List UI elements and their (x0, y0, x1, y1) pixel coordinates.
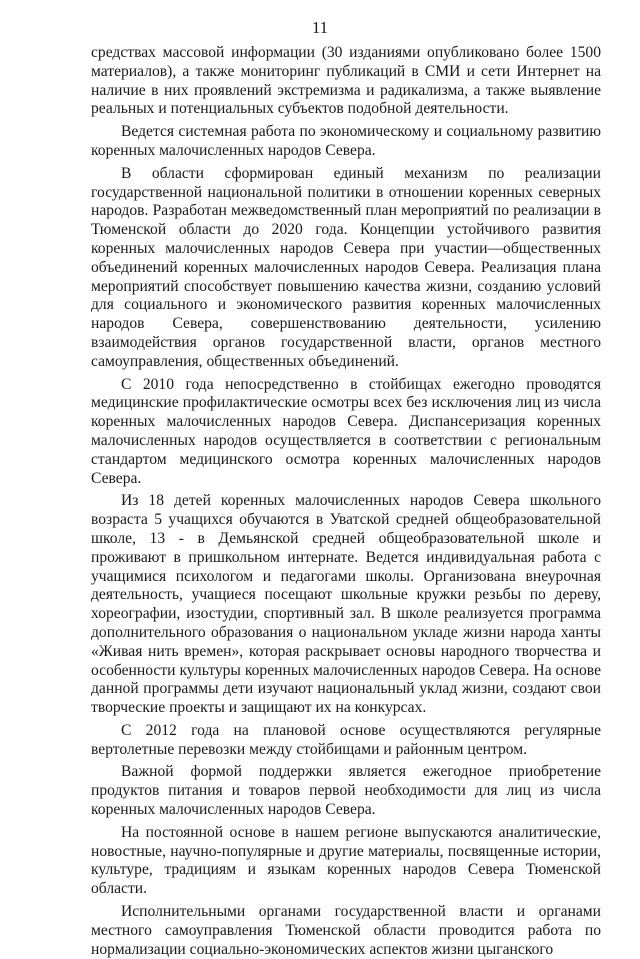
paragraph-materials: На постоянной основе в нашем регионе выпускаются аналитические, новостные, научно-популярные и другие материалы, посвященные истории, культуре, традициям и языкам коренных народов Севера Тюменской области. (91, 823, 601, 898)
body-text (91, 44, 601, 959)
paragraph-economic-development: Ведется системная работа по экономическому и социальному развитию коренных малочисленных народов Севера. (91, 123, 601, 159)
paragraph-continuation: средствах массовой информации (30 изданиями опубликовано более 1500 материалов), а также мониторинг публикаций в СМИ и сети Интернет на наличие в них проявлений экстремизма и радикализма, а также выявление реальных и потенциальных субъектов подобной деятельности. (91, 44, 601, 118)
page-number: 11 (311, 18, 329, 37)
paragraph-food-support: Важной формой поддержки является ежегодное приобретение продуктов питания и товаров первой необходимости для лиц из числа коренных малочисленных народов Севера. (91, 763, 601, 819)
paragraph-school-children: Из 18 детей коренных малочисленных народов Севера школьного возраста 5 учащихся обучаются в Уватской средней общеобразовательной школе, 13 - в Демьянской средней общеобразовательной школе и проживают в пришкольном интернате. Ведется индивидуальная работа с учащимися психологом и педагогами школы. Организована внеурочная деятельность, учащиеся посещают школьные кружки резьбы по дереву, хореографии, изостудии, спортивный зал. В школе реализуется программа дополнительного образования о национальном укладе жизни народа ханты «Живая нить времен», которая раскрывает основы народного творчества и особенности культуры коренных малочисленных народов Севера. На основе данной программы дети изучают национальный уклад жизни, создают свои творческие проекты и защищают их на конкурсах. (91, 492, 601, 717)
paragraph-medical-checkups: С 2010 года непосредственно в стойбищах ежегодно проводятся медицинские профилактические осмотры всех без исключения лиц из числа коренных малочисленных народов Севера. Диспансеризация коренных малочисленных народов осуществляется в соответствии с региональным стандартом медицинского осмотра коренных малочисленных народов Севера. (91, 375, 601, 487)
paragraph-national-policy: В области сформирован единый механизм по реализации государственной национальной политики в отношении коренных северных народов. Разработан межведомственный план мероприятий по реализации в Тюменской области до 2020 года. Концепции устойчивого развития коренных малочисленных народов Севера при участии—общественных объединений коренных малочисленных народов Севера. Реализация плана мероприятий способствует повышению качества жизни, созданию условий для социального и экономического развития коренных малочисленных народов Севера, совершенствованию деятельности, усилению взаимодействия органов государственной власти, органов местного самоуправления, общественных объединений. (91, 164, 601, 370)
paragraph-roma: Исполнительными органами государственной власти и органами местного самоуправления Тюменской области проводится работа по нормализации социально-экономических аспектов жизни цыганского (91, 903, 601, 958)
paragraph-helicopter: С 2012 года на плановой основе осуществляются регулярные вертолетные перевозки между стойбищами и районным центром. (91, 721, 601, 758)
